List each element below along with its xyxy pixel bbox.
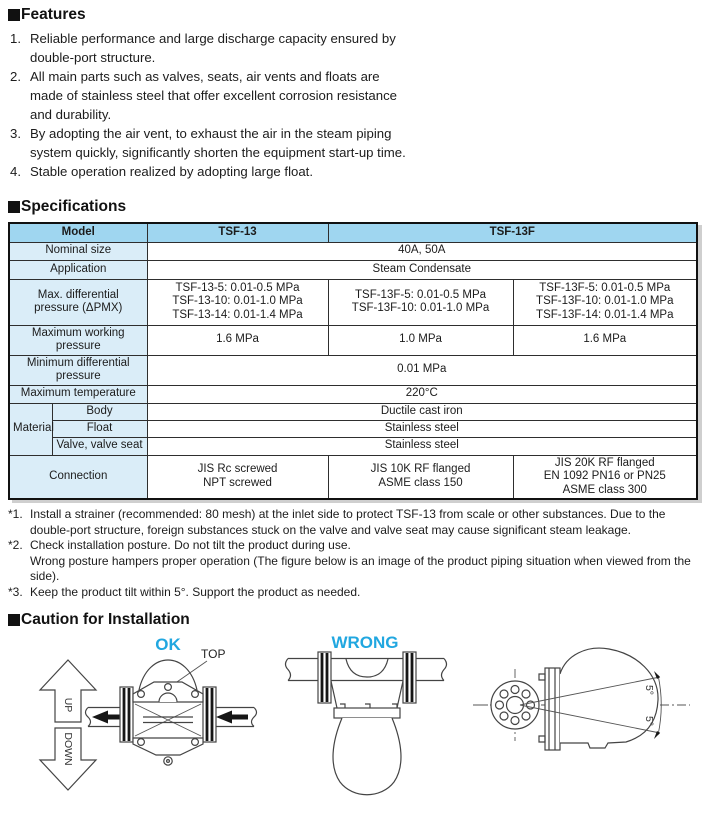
installation-diagrams <box>8 630 696 804</box>
right-flange <box>203 687 216 742</box>
max-temperature-value: 220°C <box>147 385 697 403</box>
connection-tsf13: JIS Rc screwed NPT screwed <box>147 455 328 499</box>
nominal-size-value: 40A, 50A <box>147 242 697 260</box>
max-differential-pressure-label: Max. differential pressure (ΔPMX) <box>9 279 147 325</box>
bolt <box>192 691 199 698</box>
up-arrow-icon <box>40 660 96 722</box>
nominal-size-label: Nominal size <box>9 242 147 260</box>
caution-heading <box>8 610 696 629</box>
side-flange-plate <box>545 668 560 750</box>
wrong-installation-drawing <box>286 633 447 795</box>
trap-body-profile <box>560 648 658 748</box>
left-flange <box>120 687 133 742</box>
material-float-value: Stainless steel <box>147 420 697 437</box>
wrong-label: WRONG <box>331 633 399 652</box>
features-title: Features <box>21 6 86 23</box>
footnote-marker: *1. <box>8 507 23 521</box>
material-body-value: Ductile cast iron <box>147 403 697 420</box>
footnote-marker: *3. <box>8 584 23 599</box>
caution-title: Caution for Installation <box>21 611 190 628</box>
application-value: Steam Condensate <box>147 260 697 279</box>
max-differential-pressure-tsf13f-b: TSF-13F-5: 0.01-0.5 MPa TSF-13F-10: 0.01-1.0 MPa TSF-13F-14: 0.01-1.4 MPa <box>513 279 697 325</box>
section-square-icon <box>8 9 20 21</box>
inlet-dip <box>346 659 388 677</box>
feature-item <box>10 124 408 162</box>
top-leader-line <box>174 661 207 684</box>
bolt <box>165 684 172 691</box>
footnote <box>8 538 698 585</box>
tsf13f-column-header: TSF-13F <box>328 223 697 242</box>
section-square-icon <box>8 201 20 213</box>
bolt <box>138 739 145 746</box>
footnotes <box>8 507 698 600</box>
feature-number: 3. <box>10 126 21 141</box>
flange-stripe <box>411 653 414 702</box>
min-differential-pressure-label: Minimum differential pressure <box>9 355 147 385</box>
footnote <box>8 507 698 538</box>
max-differential-pressure-tsf13: TSF-13-5: 0.01-0.5 MPa TSF-13-10: 0.01-1.0 MPa TSF-13-14: 0.01-1.4 MPa <box>147 279 328 325</box>
flow-arrow-left-icon <box>92 711 120 724</box>
feature-number: 4. <box>10 164 21 179</box>
material-body-label: Body <box>52 403 147 420</box>
footnote-marker: *2. <box>8 538 23 552</box>
material-valve-value: Stainless steel <box>147 437 697 455</box>
feature-item <box>10 67 408 124</box>
flow-arrow-right-icon <box>216 711 248 724</box>
max-working-pressure-tsf13f-b: 1.6 MPa <box>513 325 697 355</box>
footnote <box>8 585 698 601</box>
feature-item <box>10 162 408 181</box>
left-flange <box>318 652 331 703</box>
up-down-arrow <box>40 660 96 790</box>
tilt-limit-drawing <box>473 648 690 750</box>
footnote-text: Keep the product tilt within 5°. Support the product as needed. <box>30 584 361 599</box>
flange-stripe <box>128 688 131 741</box>
body-cross-lines <box>135 704 201 736</box>
footnote-text: Check installation posture. Do not tilt the product during use. Wrong posture hampers proper operation (The figure below is an image of the product piping situation when viewed from the side). <box>30 538 691 583</box>
features-list <box>10 29 408 181</box>
footnote-text: Install a strainer (recommended: 80 mesh) at the inlet side to protect TSF-13 from scale or other substances. Due to the double-port structure, foreign substances stuck on the valve and valve seat may cause significant steam leakage. <box>30 507 666 537</box>
flange-stripe <box>321 653 324 702</box>
bolt <box>138 691 145 698</box>
top-label: TOP <box>201 647 226 661</box>
tsf13-column-header: TSF-13 <box>147 223 328 242</box>
float-chamber-bulb <box>333 718 401 795</box>
flange-stripe <box>123 688 126 741</box>
ok-installation-drawing <box>86 635 257 765</box>
cover-plate <box>334 708 400 718</box>
feature-text: Reliable performance and large discharge capacity ensured by double-port structure. <box>30 31 396 65</box>
max-working-pressure-tsf13f-a: 1.0 MPa <box>328 325 513 355</box>
max-differential-pressure-tsf13f-a: TSF-13F-5: 0.01-0.5 MPa TSF-13F-10: 0.01-1.0 MPa <box>328 279 513 325</box>
application-label: Application <box>9 260 147 279</box>
right-flange <box>403 652 416 703</box>
max-temperature-label: Maximum temperature <box>9 385 147 403</box>
bolt <box>164 757 172 765</box>
section-square-icon <box>8 614 20 626</box>
feature-text: All main parts such as valves, seats, air vents and floats are made of stainless steel that offer excellent corrosion resistance and durability. <box>30 69 397 122</box>
material-float-label: Float <box>52 420 147 437</box>
up-label: UP <box>62 697 74 713</box>
bolt <box>192 739 199 746</box>
flange-stripe <box>326 653 329 702</box>
connection-tsf13f-b: JIS 20K RF flanged EN 1092 PN16 or PN25 ASME class 300 <box>513 455 697 499</box>
material-valve-label: Valve, valve seat <box>52 437 147 455</box>
max-working-pressure-label: Maximum working pressure <box>9 325 147 355</box>
tilt-upper-label: 5° <box>643 684 655 696</box>
feature-text: By adopting the air vent, to exhaust the air in the steam piping system quickly, significantly shorten the equipment start-up time. <box>30 126 406 160</box>
connection-tsf13f-a: JIS 10K RF flanged ASME class 150 <box>328 455 513 499</box>
specifications-title: Specifications <box>21 198 127 215</box>
model-header: Model <box>9 223 147 242</box>
feature-item <box>10 29 408 67</box>
material-label: Material <box>9 403 52 455</box>
min-differential-pressure-value: 0.01 MPa <box>147 355 697 385</box>
down-label: DOWN <box>62 732 74 766</box>
flange-stripe <box>406 653 409 702</box>
connection-label: Connection <box>9 455 147 499</box>
feature-number: 1. <box>10 31 21 46</box>
tilt-lower-label: 5° <box>643 715 655 727</box>
feature-text: Stable operation realized by adopting large float. <box>30 164 313 179</box>
features-heading <box>8 5 696 24</box>
ok-label: OK <box>155 635 181 654</box>
flange-stripe <box>206 688 209 741</box>
specifications-table <box>8 222 698 500</box>
specifications-heading <box>8 197 696 216</box>
feature-number: 2. <box>10 69 21 84</box>
max-working-pressure-tsf13: 1.6 MPa <box>147 325 328 355</box>
flange-stripe <box>211 688 214 741</box>
